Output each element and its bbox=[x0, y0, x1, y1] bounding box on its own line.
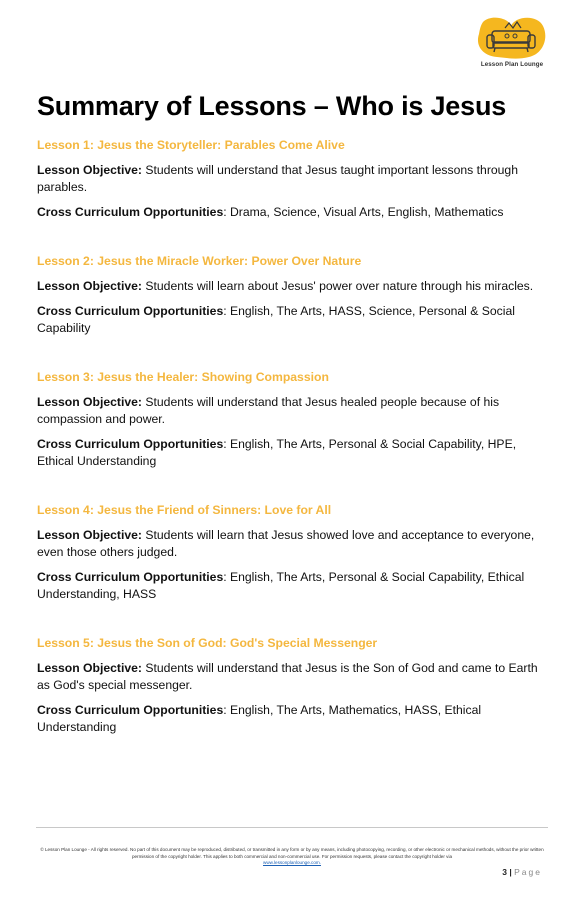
lesson-heading: Lesson 3: Jesus the Healer: Showing Compassion bbox=[37, 370, 329, 384]
objective-text: Students will understand that Jesus is the Son of God and came to Earth as God's special messenger. bbox=[37, 661, 538, 692]
cross-label: Cross Curriculum Opportunities bbox=[37, 205, 224, 219]
lesson-list bbox=[37, 138, 549, 769]
lesson-5 bbox=[37, 636, 549, 736]
page-separator: | bbox=[509, 867, 512, 877]
objective-text: Students will understand that Jesus healed people because of his compassion and power. bbox=[37, 395, 500, 426]
objective-text: Students will learn that Jesus showed love and acceptance to everyone, even those others judged. bbox=[37, 528, 535, 559]
cross-label: Cross Curriculum Opportunities bbox=[37, 570, 224, 584]
cross-text: : English, The Arts, HASS, Science, Personal & Social Capability bbox=[37, 304, 515, 335]
lesson-objective bbox=[37, 394, 549, 428]
objective-text: Students will learn about Jesus' power over nature through his miracles. bbox=[145, 279, 534, 293]
cross-curriculum bbox=[37, 436, 549, 470]
lesson-3 bbox=[37, 370, 549, 470]
logo-text: Lesson Plan Lounge bbox=[480, 61, 544, 68]
footer-divider bbox=[36, 827, 548, 828]
website-link[interactable]: www.lessonplanlounge.com. bbox=[263, 860, 321, 865]
lesson-objective bbox=[37, 278, 549, 295]
cross-label: Cross Curriculum Opportunities bbox=[37, 304, 224, 318]
cross-text: : English, The Arts, Personal & Social Capability, HPE, Ethical Understanding bbox=[37, 437, 517, 468]
lesson-heading: Lesson 4: Jesus the Friend of Sinners: Love for All bbox=[37, 503, 332, 517]
cross-curriculum bbox=[37, 204, 549, 221]
objective-label: Lesson Objective: bbox=[37, 395, 142, 409]
cross-curriculum bbox=[37, 303, 549, 337]
objective-label: Lesson Objective: bbox=[37, 163, 142, 177]
lesson-objective bbox=[37, 162, 549, 196]
brand-logo bbox=[474, 16, 550, 74]
lesson-4 bbox=[37, 503, 549, 603]
page-number-value: 3 bbox=[502, 867, 507, 877]
cross-label: Cross Curriculum Opportunities bbox=[37, 437, 224, 451]
cross-text: : English, The Arts, Personal & Social Capability, Ethical Understanding, HASS bbox=[37, 570, 525, 601]
lesson-heading: Lesson 5: Jesus the Son of God: God's Special Messenger bbox=[37, 636, 378, 650]
lesson-heading: Lesson 1: Jesus the Storyteller: Parables Come Alive bbox=[37, 138, 345, 152]
lesson-1 bbox=[37, 138, 549, 221]
cross-curriculum bbox=[37, 702, 549, 736]
objective-text: Students will understand that Jesus taught important lessons through parables. bbox=[37, 163, 518, 194]
objective-label: Lesson Objective: bbox=[37, 528, 142, 542]
objective-label: Lesson Objective: bbox=[37, 661, 142, 675]
copyright-notice: © Lesson Plan Lounge - All rights reserved. No part of this document may be reproduced, distributed, or transmitted in any form or by any means, including photocopying, recording, or other electronic or mechanical methods, without the prior written permission of the copyright holder. This applies to both commercial and non-commercial use. For permission requests, please contact the copyright holder via bbox=[40, 847, 544, 859]
lesson-2 bbox=[37, 254, 549, 337]
cross-text: : Drama, Science, Visual Arts, English, Mathematics bbox=[223, 205, 504, 219]
page-title: Summary of Lessons – Who is Jesus bbox=[37, 91, 507, 121]
lesson-objective bbox=[37, 660, 549, 694]
page-label: Page bbox=[514, 867, 542, 877]
cross-text: : English, The Arts, Mathematics, HASS, Ethical Understanding bbox=[37, 703, 482, 734]
lesson-objective bbox=[37, 527, 549, 561]
lesson-heading: Lesson 2: Jesus the Miracle Worker: Power Over Nature bbox=[37, 254, 362, 268]
cross-label: Cross Curriculum Opportunities bbox=[37, 703, 224, 717]
sofa-logo-icon bbox=[477, 16, 547, 60]
page-number bbox=[502, 867, 542, 877]
objective-label: Lesson Objective: bbox=[37, 279, 142, 293]
cross-curriculum bbox=[37, 569, 549, 603]
